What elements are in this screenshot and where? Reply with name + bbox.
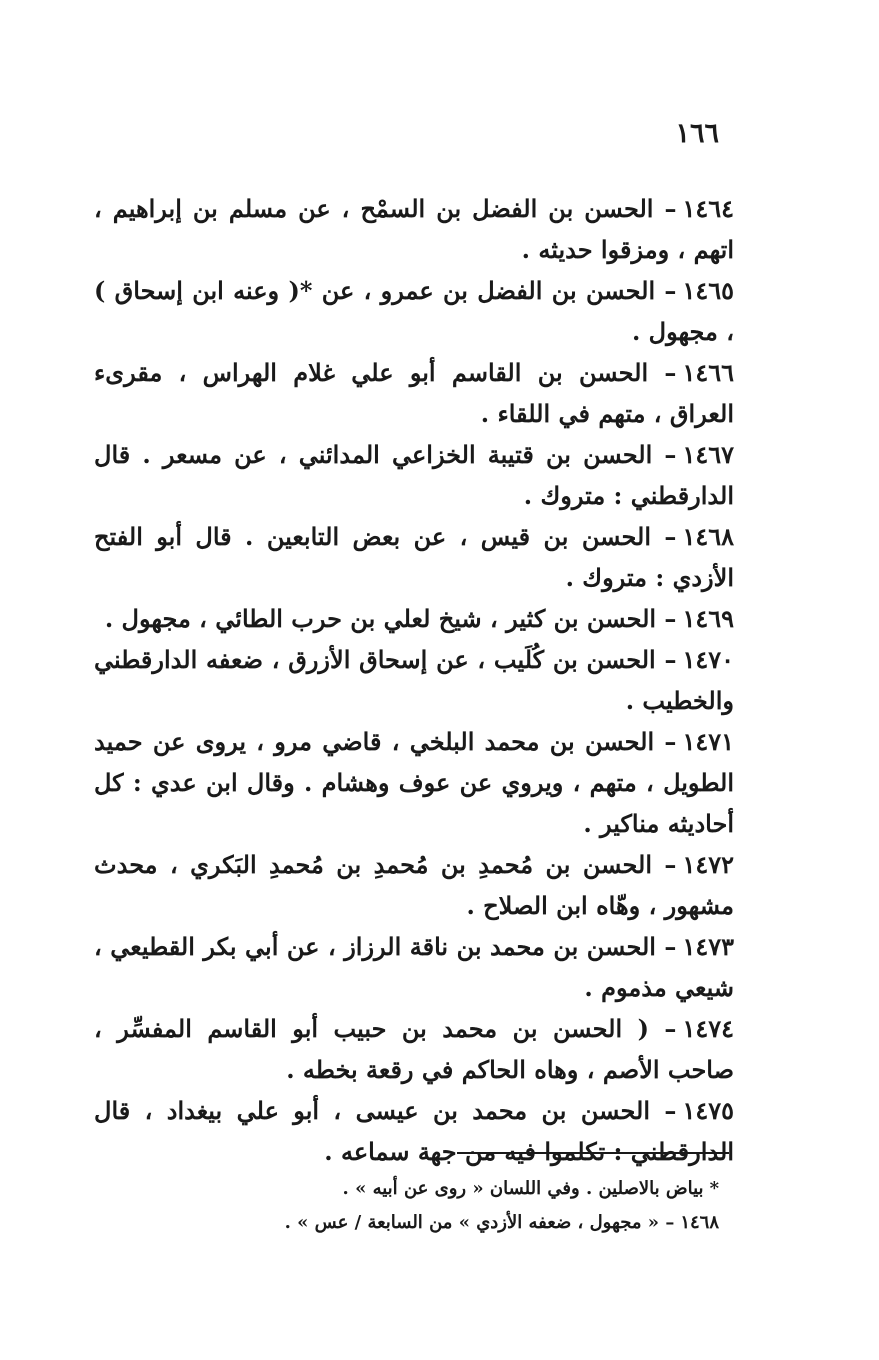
- entry-number: ١٤٧٣: [682, 932, 734, 961]
- footnotes: [159, 1172, 719, 1240]
- entry-number: ١٤٧٤: [682, 1014, 734, 1043]
- entry-text: – الحسن بن مُحمدِ بن مُحمدِ بن مُحمدِ البَكري ، محدث مشهور ، وهّاه ابن الصلاح .: [94, 850, 734, 920]
- entry-text: – الحسن بن محمد البلخي ، قاضي مرو ، يروى عن حميد الطويل ، متهم ، ويروي عن عوف وهشام . وقال ابن عدي : كل أحاديثه مناكير .: [94, 727, 734, 838]
- footnote-text: بياض بالاصلين . وفي اللسان « روى عن أبيه » .: [342, 1178, 704, 1199]
- entry: [94, 188, 734, 270]
- entry: [94, 516, 734, 598]
- entry: [94, 1008, 734, 1090]
- entry-number: ١٤٦٧: [682, 440, 734, 469]
- entry: [94, 844, 734, 926]
- entry-text: – ( الحسن بن محمد بن حبيب أبو القاسم المفسِّر ، صاحب الأصم ، وهاه الحاكم في رقعة بخطه .: [94, 1014, 734, 1084]
- entry: [94, 721, 734, 844]
- entry-number: ١٤٧١: [682, 727, 734, 756]
- entry-text: – الحسن بن كثير ، شيخ لعلي بن حرب الطائي ، مجهول .: [104, 604, 677, 633]
- entry-text: – الحسن بن الفضل بن السمْح ، عن مسلم بن إبراهيم ، اتهم ، ومزقوا حديثه .: [94, 194, 734, 264]
- entry-number: ١٤٧٥: [682, 1096, 734, 1125]
- footnote: [159, 1206, 719, 1240]
- entry-text: – الحسن بن الفضل بن عمرو ، عن *( وعنه ابن إسحاق ) ، مجهول .: [94, 276, 734, 346]
- entry: [94, 434, 734, 516]
- entry-text: – الحسن بن القاسم أبو علي غلام الهراس ، مقرىء العراق ، متهم في اللقاء .: [94, 358, 734, 428]
- footnote-divider: [457, 1152, 729, 1154]
- footnote: [159, 1172, 719, 1206]
- footnote-marker: *: [709, 1178, 719, 1199]
- entry-number: ١٤٧٠: [682, 645, 735, 674]
- entry-number: ١٤٦٨: [682, 522, 734, 551]
- entry: [94, 639, 734, 721]
- entry-number: ١٤٦٩: [682, 604, 734, 633]
- entry-text: – الحسن بن محمد بن ناقة الرزاز ، عن أبي بكر القطيعي ، شيعي مذموم .: [94, 932, 734, 1002]
- footnote-text: – « مجهول ، ضعفه الأزدي » من السابعة / عس » .: [284, 1212, 675, 1233]
- entry-text: – الحسن بن قتيبة الخزاعي المدائني ، عن مسعر . قال الدارقطني : متروك .: [94, 440, 734, 510]
- entry: [94, 1090, 734, 1172]
- page-number: ١٦٦: [675, 118, 719, 149]
- entry-text: – الحسن بن محمد بن عيسى ، أبو علي بيغداد ، قال الدارقطني : تكلموا فيه من جهة سماعه .: [94, 1096, 734, 1166]
- entry-number: ١٤٦٤: [682, 194, 734, 223]
- entry: [94, 598, 734, 639]
- entry-number: ١٤٧٢: [682, 850, 734, 879]
- entry-number: ١٤٦٥: [682, 276, 734, 305]
- entry: [94, 270, 734, 352]
- entry: [94, 352, 734, 434]
- entries-list: [94, 188, 734, 1172]
- entry-text: – الحسن بن قيس ، عن بعض التابعين . قال أبو الفتح الأزدي : متروك .: [94, 522, 734, 592]
- entry-text: – الحسن بن كُلَيب ، عن إسحاق الأزرق ، ضعفه الدارقطني والخطيب .: [94, 645, 734, 715]
- footnote-marker: ١٤٦٨: [680, 1212, 719, 1233]
- entry-number: ١٤٦٦: [682, 358, 734, 387]
- entry: [94, 926, 734, 1008]
